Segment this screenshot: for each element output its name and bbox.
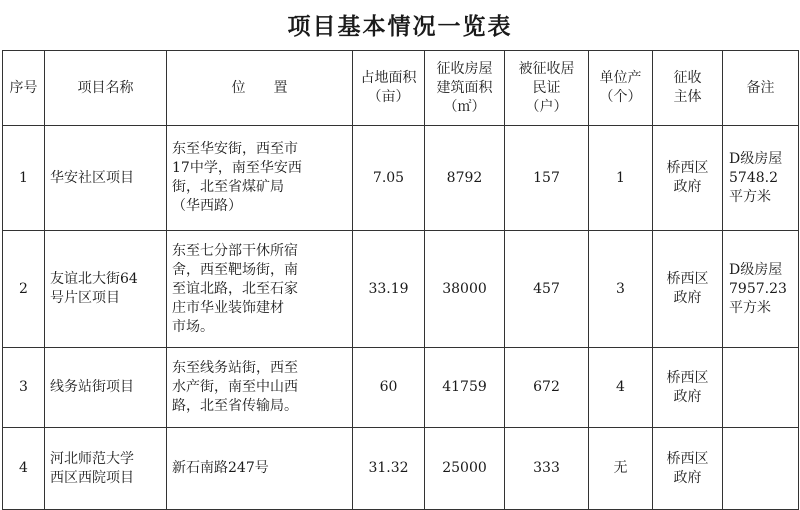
cell-location: 东至华安街，西至市 17中学，南至华安西 街，北至省煤矿局 （华西路） [167,126,353,231]
cell-units: 3 [589,231,653,348]
cell-units: 4 [589,348,653,428]
table-row [3,126,799,231]
cell-building-area: 38000 [425,231,505,348]
cell-subject: 桥西区 政府 [653,348,723,428]
cell-no: 1 [3,126,45,231]
cell-location: 东至七分部干休所宿 舍，西至靶场街，南 至谊北路，北至石家 庄市华业装饰建材 市场。 [167,231,353,348]
cell-units: 1 [589,126,653,231]
cell-location: 东至线务站街，西至 水产街，南至中山西 路，北至省传输局。 [167,348,353,428]
cell-no: 4 [3,428,45,510]
header-note: 备注 [723,51,799,126]
table-row [3,231,799,348]
table-row [3,428,799,510]
cell-area: 60 [353,348,425,428]
cell-name: 线务站街项目 [45,348,167,428]
header-units: 单位产 （个） [589,51,653,126]
cell-location: 新石南路247号 [167,428,353,510]
header-row [3,51,799,126]
cell-name: 友谊北大街64 号片区项目 [45,231,167,348]
cell-no: 3 [3,348,45,428]
project-table [2,50,799,510]
cell-units: 无 [589,428,653,510]
cell-building-area: 25000 [425,428,505,510]
cell-building-area: 8792 [425,126,505,231]
cell-subject: 桥西区 政府 [653,126,723,231]
cell-building-area: 41759 [425,348,505,428]
header-location: 位 置 [167,51,353,126]
cell-area: 33.19 [353,231,425,348]
cell-no: 2 [3,231,45,348]
table-row [3,348,799,428]
cell-households: 157 [505,126,589,231]
header-subject: 征收 主体 [653,51,723,126]
page-title: 项目基本情况一览表 [287,13,513,40]
header-households: 被征收居 民证 （户） [505,51,589,126]
cell-name: 华安社区项目 [45,126,167,231]
cell-name: 河北师范大学 西区西院项目 [45,428,167,510]
header-area: 占地面积 （亩） [353,51,425,126]
header-building-area: 征收房屋 建筑面积 （㎡） [425,51,505,126]
header-no: 序号 [3,51,45,126]
cell-note [723,348,799,428]
cell-households: 333 [505,428,589,510]
cell-area: 7.05 [353,126,425,231]
cell-households: 672 [505,348,589,428]
cell-note: D级房屋 5748.2 平方米 [723,126,799,231]
cell-households: 457 [505,231,589,348]
cell-note: D级房屋 7957.23 平方米 [723,231,799,348]
cell-subject: 桥西区 政府 [653,428,723,510]
cell-subject: 桥西区 政府 [653,231,723,348]
cell-area: 31.32 [353,428,425,510]
cell-note [723,428,799,510]
header-name: 项目名称 [45,51,167,126]
